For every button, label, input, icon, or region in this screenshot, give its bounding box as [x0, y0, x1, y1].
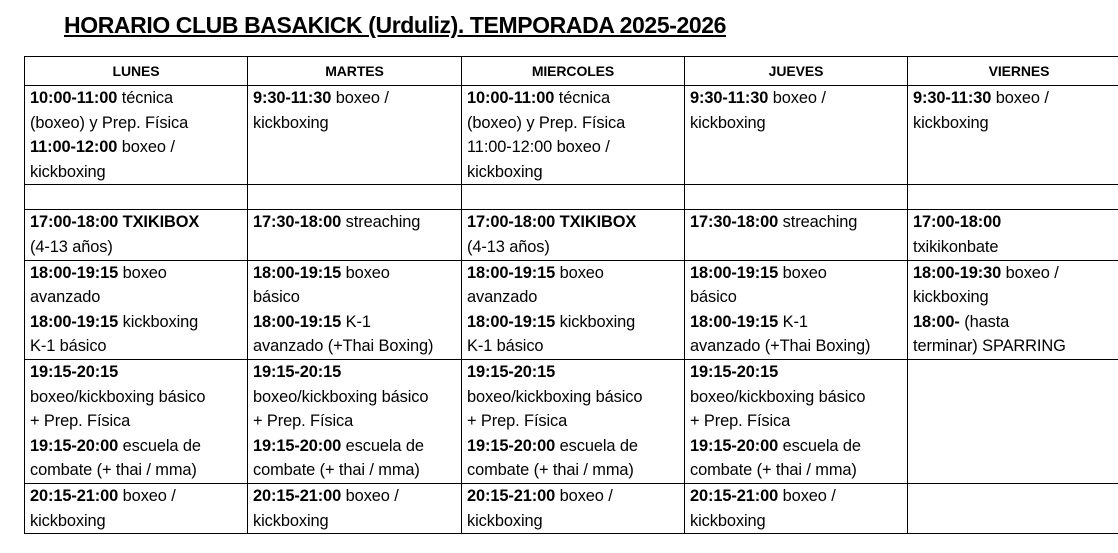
- schedule-cell: [462, 86, 685, 185]
- schedule-line: [30, 434, 243, 459]
- schedule-line: [253, 434, 457, 459]
- schedule-line: [253, 360, 457, 385]
- schedule-line: [690, 261, 903, 286]
- time-range: 19:15-20:00: [467, 436, 556, 455]
- time-range: 18:00-: [913, 312, 960, 331]
- time-range: 9:30-11:30: [253, 89, 332, 107]
- table-row: [25, 483, 1118, 533]
- schedule-line: [30, 111, 243, 136]
- class-description: avanzado (+Thai Boxing): [690, 337, 871, 356]
- schedule-line: [467, 385, 680, 410]
- schedule-cell: [25, 359, 248, 483]
- class-description: combate (+ thai / mma): [30, 461, 197, 480]
- schedule-line: [253, 310, 457, 335]
- schedule-line: [30, 160, 243, 185]
- schedule-cell: [25, 260, 248, 359]
- schedule-line: [690, 484, 903, 509]
- schedule-line: [913, 310, 1118, 335]
- schedule-line: [253, 334, 457, 359]
- schedule-line: [690, 409, 903, 434]
- schedule-line: [913, 86, 1118, 111]
- class-description: K-1 básico: [30, 337, 107, 356]
- class-description: básico: [253, 288, 300, 307]
- schedule-line: [30, 509, 243, 534]
- class-description: escuela de: [778, 436, 861, 455]
- schedule-line: [690, 334, 903, 359]
- schedule-cell: [25, 86, 248, 185]
- class-description: avanzado (+Thai Boxing): [253, 337, 434, 356]
- schedule-line: [253, 509, 457, 534]
- schedule-line: [30, 210, 243, 235]
- schedule-line: [467, 210, 680, 235]
- time-range: 19:15-20:15: [467, 362, 556, 381]
- class-description: boxeo/kickboxing básico: [30, 387, 206, 406]
- schedule-table: [24, 56, 1118, 534]
- schedule-line: [253, 111, 457, 136]
- schedule-cell: [908, 359, 1118, 483]
- schedule-line: [30, 334, 243, 359]
- empty-cell: [248, 185, 462, 210]
- schedule-line: [467, 458, 680, 483]
- class-description: combate (+ thai / mma): [467, 461, 634, 480]
- schedule-line: [253, 86, 457, 111]
- schedule-line: [30, 86, 243, 111]
- schedule-line: [690, 458, 903, 483]
- class-description: K-1 básico: [467, 337, 544, 356]
- time-range: 18:00-19:15: [30, 312, 119, 331]
- schedule-cell: [248, 359, 462, 483]
- class-description: boxeo /: [341, 486, 399, 505]
- schedule-line: [467, 111, 680, 136]
- class-description: escuela de: [341, 436, 424, 455]
- time-range: 18:00-19:15: [690, 312, 779, 331]
- time-range: 18:00-19:15: [30, 263, 119, 282]
- day-header: MIERCOLES: [462, 57, 685, 86]
- class-description: + Prep. Física: [253, 412, 354, 431]
- class-description: kickboxing: [118, 312, 199, 331]
- class-description: kickboxing: [253, 511, 329, 530]
- time-range: 20:15-21:00: [253, 486, 342, 505]
- time-range: 17:30-18:00: [690, 213, 779, 232]
- class-description: boxeo /: [778, 486, 836, 505]
- class-description: kickboxing: [30, 511, 106, 530]
- schedule-line: [467, 409, 680, 434]
- class-description: técnica: [554, 89, 610, 107]
- time-range: 17:30-18:00: [253, 213, 342, 232]
- time-range: 18:00-19:15: [253, 312, 342, 331]
- class-description: boxeo /: [991, 89, 1049, 107]
- class-description: (4-13 años): [30, 237, 113, 256]
- schedule-line: [467, 310, 680, 335]
- schedule-line: [30, 409, 243, 434]
- time-range: 10:00-11:00: [30, 89, 118, 107]
- schedule-line: [30, 484, 243, 509]
- time-range: 19:15-20:00: [690, 436, 779, 455]
- class-description: básico: [690, 288, 737, 307]
- schedule-cell: [248, 210, 462, 260]
- class-description: avanzado: [467, 288, 538, 307]
- time-range: 11:00-12:00: [30, 138, 118, 157]
- class-description: boxeo /: [1001, 263, 1059, 282]
- schedule-cell: [248, 260, 462, 359]
- schedule-cell: [685, 86, 908, 185]
- class-description: streaching: [341, 213, 421, 232]
- schedule-line: [690, 310, 903, 335]
- class-description: kickboxing: [467, 162, 543, 181]
- schedule-line: [30, 261, 243, 286]
- class-description: técnica: [117, 89, 173, 107]
- schedule-line: [690, 210, 903, 235]
- schedule-line: [690, 434, 903, 459]
- class-description: + Prep. Física: [690, 412, 791, 431]
- class-description: terminar) SPARRING: [913, 337, 1066, 356]
- schedule-line: [30, 385, 243, 410]
- schedule-line: [690, 360, 903, 385]
- class-description: avanzado: [30, 288, 101, 307]
- schedule-line: [253, 261, 457, 286]
- schedule-line: [690, 86, 903, 111]
- time-range: 17:00-18:00 TXIKIBOX: [30, 213, 200, 232]
- schedule-line: [467, 509, 680, 534]
- empty-cell: [462, 185, 685, 210]
- schedule-line: [913, 285, 1118, 310]
- schedule-line: [253, 484, 457, 509]
- day-header: LUNES: [25, 57, 248, 86]
- schedule-line: [690, 111, 903, 136]
- class-description: K-1: [778, 312, 808, 331]
- class-description: kickboxing: [253, 113, 329, 132]
- schedule-cell: [908, 260, 1118, 359]
- time-range: 19:15-20:00: [253, 436, 342, 455]
- schedule-cell: [685, 210, 908, 260]
- time-range: 18:00-19:15: [467, 263, 556, 282]
- schedule-cell: [685, 260, 908, 359]
- class-description: kickboxing: [913, 113, 989, 132]
- schedule-cell: [248, 86, 462, 185]
- schedule-line: [690, 285, 903, 310]
- time-range: 18:00-19:15: [690, 263, 779, 282]
- empty-cell: [908, 185, 1118, 210]
- schedule-line: [690, 509, 903, 534]
- class-description: kickboxing: [467, 511, 543, 530]
- schedule-line: [253, 385, 457, 410]
- time-range: 19:15-20:00: [30, 436, 119, 455]
- header-row: [25, 57, 1118, 86]
- class-description: 11:00-12:00 boxeo /: [467, 138, 610, 157]
- class-description: streaching: [778, 213, 858, 232]
- class-description: boxeo: [341, 263, 390, 282]
- class-description: boxeo /: [555, 486, 613, 505]
- time-range: 20:15-21:00: [467, 486, 556, 505]
- empty-cell: [25, 185, 248, 210]
- schedule-line: [467, 434, 680, 459]
- time-range: 9:30-11:30: [690, 89, 769, 107]
- time-range: 18:00-19:15: [253, 263, 342, 282]
- time-range: 17:00-18:00 TXIKIBOX: [467, 213, 637, 232]
- schedule-cell: [908, 210, 1118, 260]
- schedule-cell: [462, 359, 685, 483]
- class-description: + Prep. Física: [30, 412, 131, 431]
- schedule-cell: [685, 359, 908, 483]
- class-description: boxeo /: [768, 89, 826, 107]
- class-description: boxeo /: [331, 89, 389, 107]
- class-description: boxeo/kickboxing básico: [253, 387, 429, 406]
- class-description: combate (+ thai / mma): [690, 461, 857, 480]
- schedule-cell: [462, 483, 685, 533]
- empty-cell: [685, 185, 908, 210]
- table-row: [25, 86, 1118, 185]
- class-description: boxeo: [118, 263, 167, 282]
- schedule-line: [690, 385, 903, 410]
- table-row: [25, 260, 1118, 359]
- schedule-line: [467, 360, 680, 385]
- class-description: escuela de: [118, 436, 201, 455]
- class-description: kickboxing: [690, 113, 766, 132]
- class-description: (hasta: [959, 312, 1010, 331]
- schedule-cell: [908, 86, 1118, 185]
- schedule-line: [253, 210, 457, 235]
- time-range: 19:15-20:15: [30, 362, 119, 381]
- class-description: (boxeo) y Prep. Física: [467, 113, 626, 132]
- time-range: 18:00-19:15: [467, 312, 556, 331]
- time-range: 17:00-18:00: [913, 213, 1002, 232]
- time-range: 20:15-21:00: [30, 486, 119, 505]
- schedule-cell: [908, 483, 1118, 533]
- schedule-line: [913, 235, 1118, 260]
- class-description: kickboxing: [690, 511, 766, 530]
- schedule-line: [30, 310, 243, 335]
- class-description: boxeo: [555, 263, 604, 282]
- time-range: 9:30-11:30: [913, 89, 992, 107]
- schedule-line: [467, 160, 680, 185]
- schedule-cell: [685, 483, 908, 533]
- class-description: boxeo: [778, 263, 827, 282]
- schedule-line: [467, 235, 680, 260]
- schedule-line: [30, 135, 243, 160]
- schedule-line: [913, 261, 1118, 286]
- schedule-cell: [462, 260, 685, 359]
- schedule-cell: [462, 210, 685, 260]
- schedule-cell: [248, 483, 462, 533]
- class-description: txikikonbate: [913, 237, 999, 256]
- class-description: (boxeo) y Prep. Física: [30, 113, 189, 132]
- class-description: + Prep. Física: [467, 412, 568, 431]
- time-range: 10:00-11:00: [467, 89, 555, 107]
- spacer-row: [25, 185, 1118, 210]
- schedule-line: [913, 210, 1118, 235]
- schedule-cell: [25, 483, 248, 533]
- schedule-line: [467, 484, 680, 509]
- schedule-line: [467, 135, 680, 160]
- schedule-line: [467, 285, 680, 310]
- time-range: 19:15-20:15: [253, 362, 342, 381]
- schedule-line: [913, 334, 1118, 359]
- schedule-line: [913, 111, 1118, 136]
- page-title: HORARIO CLUB BASAKICK (Urduliz). TEMPORADA 2025-2026: [64, 12, 727, 38]
- schedule-line: [467, 86, 680, 111]
- table-row: [25, 359, 1118, 483]
- schedule-line: [467, 261, 680, 286]
- class-description: (4-13 años): [467, 237, 550, 256]
- schedule-line: [467, 334, 680, 359]
- day-header: JUEVES: [685, 57, 908, 86]
- class-description: kickboxing: [30, 162, 106, 181]
- class-description: combate (+ thai / mma): [253, 461, 420, 480]
- time-range: 19:15-20:15: [690, 362, 779, 381]
- class-description: escuela de: [555, 436, 638, 455]
- schedule-line: [30, 360, 243, 385]
- class-description: boxeo/kickboxing básico: [467, 387, 643, 406]
- table-row: [25, 210, 1118, 260]
- class-description: boxeo /: [117, 138, 175, 157]
- schedule-cell: [25, 210, 248, 260]
- day-header: VIERNES: [908, 57, 1118, 86]
- class-description: K-1: [341, 312, 371, 331]
- day-header: MARTES: [248, 57, 462, 86]
- class-description: boxeo /: [118, 486, 176, 505]
- class-description: kickboxing: [555, 312, 636, 331]
- schedule-line: [30, 285, 243, 310]
- class-description: kickboxing: [913, 288, 989, 307]
- schedule-line: [30, 235, 243, 260]
- time-range: 20:15-21:00: [690, 486, 779, 505]
- schedule-line: [253, 409, 457, 434]
- schedule-line: [30, 458, 243, 483]
- schedule-line: [253, 285, 457, 310]
- time-range: 18:00-19:30: [913, 263, 1002, 282]
- schedule-line: [253, 458, 457, 483]
- class-description: boxeo/kickboxing básico: [690, 387, 866, 406]
